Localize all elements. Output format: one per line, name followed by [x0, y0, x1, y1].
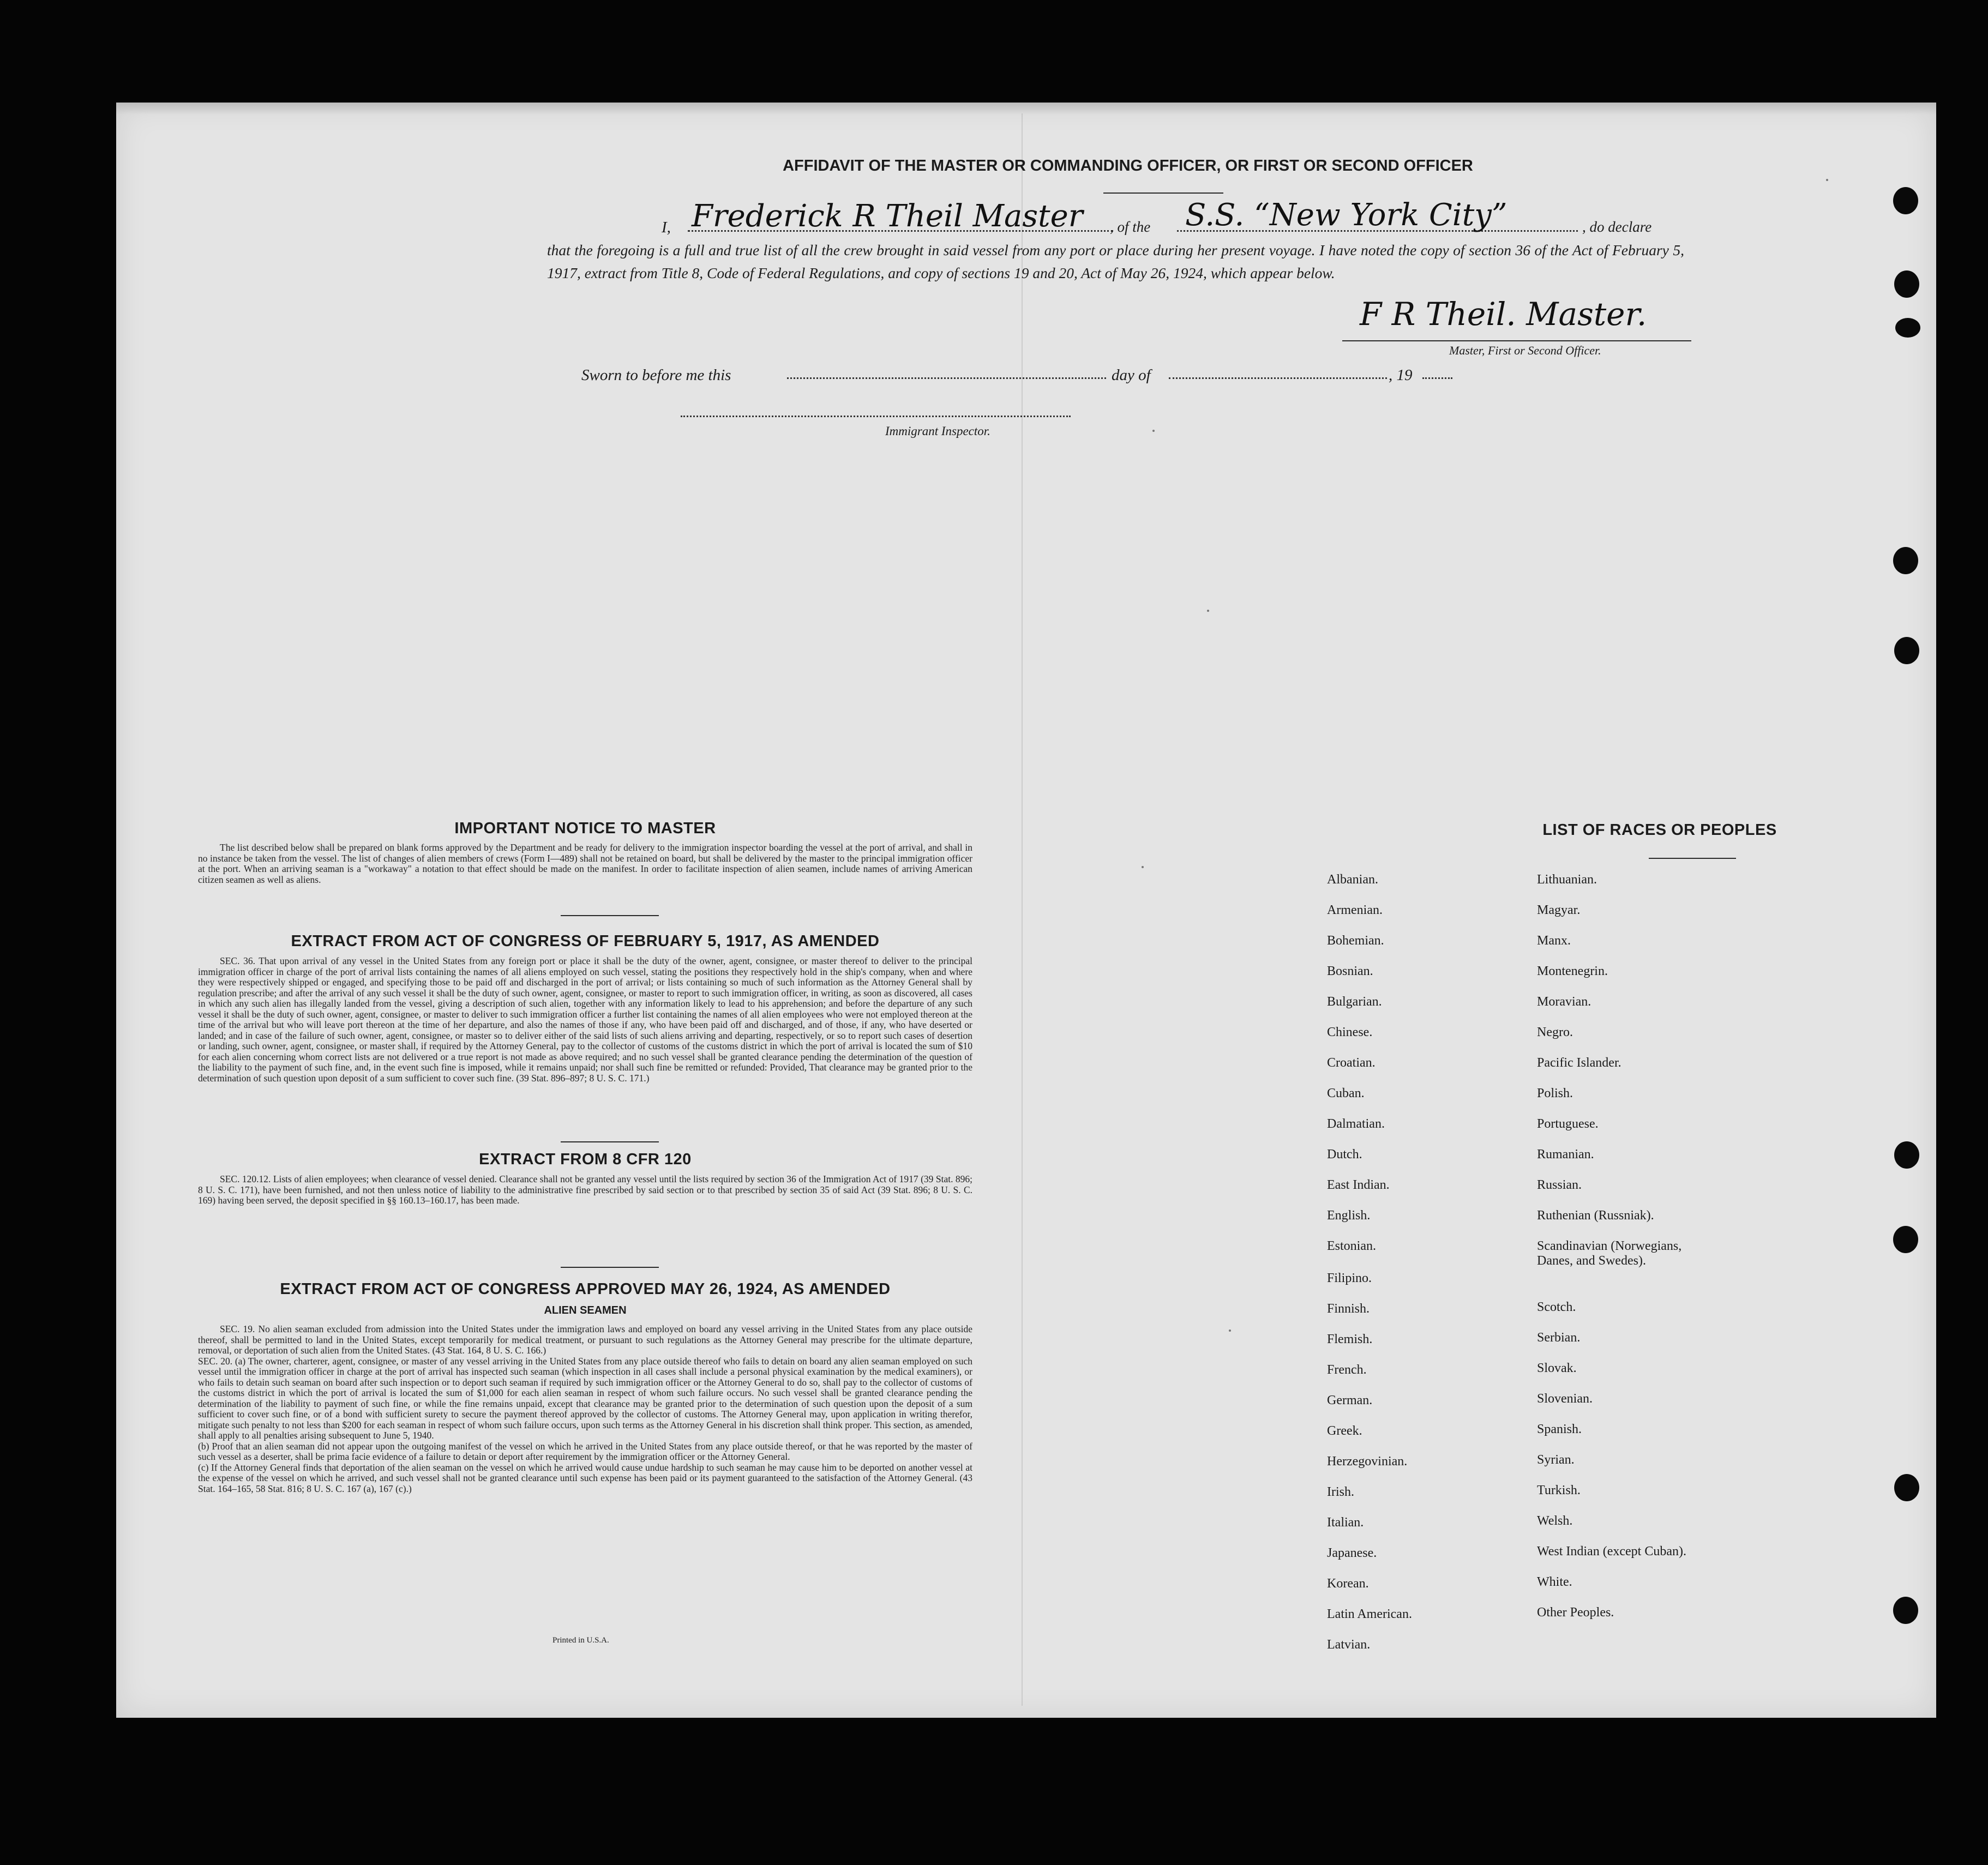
race-item: Polish. — [1537, 1086, 1573, 1100]
race-item: Syrian. — [1537, 1453, 1575, 1467]
sworn-month-blank — [1169, 364, 1387, 379]
extract-1917-title: EXTRACT FROM ACT OF CONGRESS OF FEBRUARY 5, 1917, AS AMENDED — [291, 932, 880, 950]
race-item: Portuguese. — [1537, 1117, 1599, 1131]
race-item: Welsh. — [1537, 1514, 1573, 1528]
notice-title: IMPORTANT NOTICE TO MASTER — [454, 820, 716, 837]
master-name-handwriting: Frederick R Theil Master — [692, 198, 1083, 234]
race-item: Serbian. — [1537, 1331, 1581, 1345]
race-item: Bulgarian. — [1327, 995, 1382, 1009]
race-item: Japanese. — [1327, 1546, 1377, 1561]
race-item: Korean. — [1327, 1577, 1369, 1591]
race-item: Latin American. — [1327, 1607, 1412, 1622]
race-item: Bohemian. — [1327, 934, 1384, 948]
race-item: Latvian. — [1327, 1638, 1371, 1652]
officer-signature: F R Theil. Master. — [1360, 296, 1647, 333]
race-item: Herzegovinian. — [1327, 1454, 1408, 1469]
affidavit-i: I, — [662, 219, 671, 236]
extract-1924-text: SEC. 19. No alien seaman excluded from admission into the United States under the immigration laws and employed on board any vessel arriving in the United States from any place outside thereof, shall be permitted to land in the United States, except temporarily for medical treatment, or pursuant to such regulations as the Attorney General may prescribe for the ultimate departure, removal, or deportation of such alien from the United States. (43 Stat. 164, 8 U. S. C. 166.) SEC. 20. (a) The owner, charterer, agent, consignee, or master of any vessel arriving in the United States from any place outside thereof who fails to detain on board any alien seaman employed on such vessel until the immigration officer in charge at the port of arrival has inspected such seaman (which inspection in all cases shall include a personal physical examination by the medical examiners), or who fails to detain such seaman on board after such inspection or to deport such seaman if required by such immigration officer or the Attorney General to do so, shall pay to the collector of customs of the customs district in which the port of arrival is located the sum of $1,000 for each alien seaman in respect of whom such failure occurs. No such vessel shall be granted clearance pending the determination of the liability to payment of such fine, or while the fine remains unpaid, except that clearance may be granted prior to the determination of such question upon the deposit of a sum sufficient to cover such fine, or of a bond with sufficient surety to secure the payment thereof approved by the collector of customs. The Attorney General may, upon application in writing therefor, mitigate such penalty to not less than $200 for each seaman in respect of whom such failure occurs, upon such terms as the Attorney General in his discretion shall think proper. This section, as amended, shall apply to all penalties arising subsequent to June 5, 1940. (b) Proof that an alien seaman did not appear upon the outgoing manifest of the vessel on which he arrived in the United States from any place outside thereof, or that he was reported by the master of such vessel as a deserter, shall be prima facie evidence of a failure to detain or deport after requirement by the immigration officer or the Attorney General. (c) If the Attorney General finds that deportation of the alien seaman on the vessel on which he arrived would cause undue hardship to such seaman he may cause him to be deported on another vessel at the expense of the vessel on which he arrived, and such vessel shall not be granted clearance until such expense has been paid or its payment guaranteed to the satisfaction of the Attorney General. (43 Stat. 164–165, 58 Stat. 816; 8 U. S. C. 167 (a), 167 (c).) — [198, 1323, 972, 1494]
punch-hole — [1894, 270, 1919, 298]
race-item: Ruthenian (Russniak). — [1537, 1208, 1654, 1223]
race-item: Albanian. — [1327, 873, 1378, 887]
race-item: Irish. — [1327, 1485, 1354, 1500]
punch-hole — [1893, 1226, 1918, 1253]
race-item: French. — [1327, 1363, 1367, 1377]
race-item: Filipino. — [1327, 1271, 1372, 1286]
extract-cfr-text: SEC. 120.12. Lists of alien employees; when clearance of vessel denied. Clearance shall not be granted any vessel until the lists required by section 36 of the Immigration Act of 1917 (39 Stat. 896; 8 U. S. C. 171), have been furnished, and not then unless notice of liability to the administrative fine prescribed by said section or to that prescribed by section 35 of said Act (39 Stat. 896; 8 U. S. C. 169) having been served, the deposit specified in §§ 160.13–160.17, has been made. — [198, 1174, 972, 1206]
race-item: Other Peoples. — [1537, 1605, 1614, 1620]
extract-cfr-title: EXTRACT FROM 8 CFR 120 — [479, 1151, 692, 1168]
race-item: Lithuanian. — [1537, 873, 1597, 887]
printed-in-usa: Printed in U.S.A. — [552, 1636, 609, 1645]
race-item: Slovenian. — [1537, 1392, 1593, 1406]
races-title-rule — [1649, 858, 1736, 859]
punch-hole — [1893, 547, 1918, 574]
race-item: Bosnian. — [1327, 964, 1373, 978]
race-item: Magyar. — [1537, 903, 1581, 917]
race-item: Scandinavian (Norwegians, Danes, and Swedes). — [1537, 1239, 1682, 1268]
page-shadow — [116, 103, 1936, 115]
punch-hole — [1894, 637, 1919, 664]
vessel-name-handwriting: S.S. “New York City” — [1185, 197, 1507, 233]
punch-hole — [1895, 318, 1920, 338]
race-item: East Indian. — [1327, 1178, 1390, 1192]
race-item: Estonian. — [1327, 1239, 1376, 1253]
race-item: Dutch. — [1327, 1147, 1362, 1162]
race-item: Croatian. — [1327, 1056, 1376, 1070]
dust-speck — [1142, 866, 1144, 868]
race-item: German. — [1327, 1393, 1373, 1408]
dust-speck — [1152, 430, 1155, 432]
race-item: Scotch. — [1537, 1300, 1576, 1314]
notice-text: The list described below shall be prepared on blank forms approved by the Department and be ready for delivery to the immigration inspector boarding the vessel at the port of arrival, and shall in no instance be taken from the vessel. The list of changes of alien members of crews (Form I—489) shall not be retained on board, but shall be delivered by the master to the principal immigration officer at the port. When an arriving seaman is a "workaway" a notation to that effect should be made on the manifest. In order to facilitate inspection of alien seamen, include names of arriving American citizen seamen as well as aliens. — [198, 842, 972, 885]
race-item: Spanish. — [1537, 1422, 1582, 1436]
race-item: Moravian. — [1537, 995, 1591, 1009]
punch-hole — [1894, 1141, 1919, 1169]
extract-cfr-divider — [561, 1267, 659, 1268]
dust-speck — [1229, 1329, 1231, 1332]
race-item: Chinese. — [1327, 1025, 1373, 1039]
race-item: White. — [1537, 1575, 1572, 1589]
race-item: Greek. — [1327, 1424, 1362, 1439]
punch-hole — [1893, 1597, 1918, 1624]
affidavit-body: that the foregoing is a full and true list of all the crew brought in said vessel from any port or place during her present voyage. I have noted the copy of section 36 of the Act of February 5, 1917, extract from Title 8, Code of Federal Regulations, and copy of sections 19 and 20, Act of May 26, 1924, which appear below. — [547, 242, 1684, 281]
races-title: LIST OF RACES OR PEOPLES — [1542, 821, 1777, 839]
race-item: Slovak. — [1537, 1361, 1577, 1375]
document-sheet — [116, 103, 1936, 1718]
inspector-caption: Immigrant Inspector. — [885, 424, 990, 438]
dust-speck — [1826, 179, 1828, 181]
affidavit-title: AFFIDAVIT OF THE MASTER OR COMMANDING OFFICER, OR FIRST OR SECOND OFFICER — [783, 157, 1473, 175]
notice-divider — [561, 915, 659, 916]
race-item: Finnish. — [1327, 1302, 1370, 1316]
extract-1924-subtitle: ALIEN SEAMEN — [544, 1304, 627, 1316]
dust-speck — [1207, 610, 1209, 612]
race-item: Italian. — [1327, 1515, 1364, 1530]
race-item: Turkish. — [1537, 1483, 1581, 1497]
sworn-year-blank — [1422, 364, 1452, 379]
sworn-prefix: Sworn to before me this — [581, 366, 731, 384]
race-item: Cuban. — [1327, 1086, 1365, 1100]
punch-hole — [1893, 187, 1918, 214]
race-item: Armenian. — [1327, 903, 1383, 917]
race-item: Rumanian. — [1537, 1147, 1594, 1162]
signature-caption: Master, First or Second Officer. — [1449, 344, 1601, 357]
race-item: Russian. — [1537, 1178, 1582, 1192]
affidavit-do-declare: , do declare — [1582, 219, 1652, 235]
signature-line — [1342, 340, 1691, 341]
race-item: Pacific Islander. — [1537, 1056, 1621, 1070]
extract-1917-text: SEC. 36. That upon arrival of any vessel in the United States from any foreign port or place it shall be the duty of the owner, agent, consignee, or master thereof to deliver to the principal immigration officer in charge of the port of arrival lists containing the names of all aliens employed on such vessel, stating the positions they respectively hold in the ship's company, when and where they were respectively shipped or engaged, and specifying those to be paid off and discharged in the port of arrival; or lists containing so much of such information as the Attorney General shall by regulation prescribe; and after the arrival of any such vessel it shall be the duty of such owner, agent, consignee, or master to report to such immigration officer, in writing, as soon as discovered, all cases in which any such alien has illegally landed from the vessel, giving a description of such alien, together with any information likely to lead to his apprehension; and before the departure of any such vessel it shall be the duty of such owner, agent, consignee, or master to deliver to such immigration officer a further list containing the names of all alien employees who were not employed thereon at the time of the arrival but who will leave port thereon at the time of her departure, and also the names of those if any, who have been paid off and discharged, and of those, if any, who have deserted or landed; and in case of the failure of such owner, agent, consignee, or master so to deliver either of the said lists of such aliens arriving and departing, respectively, or so to report such cases of desertion or landing, such owner, agent, consignee, or master shall, if required by the Attorney General, pay to the collector of customs of the customs district in which the port of arrival is located the sum of $10 for each alien concerning whom correct lists are not delivered or a true report is not made as above required; and no such vessel shall be granted clearance pending the determination of the question of the liability to the payment of such fine, and, in the event such fine is imposed, while it remains unpaid; nor shall such fine be remitted or refunded: Provided, That clearance may be granted prior to the determination of such question upon deposit of a sum sufficient to cover such fine. (39 Stat. 896–897; 8 U. S. C. 171.) — [198, 955, 972, 1084]
extract-1917-divider — [561, 1141, 659, 1142]
extract-1924-title: EXTRACT FROM ACT OF CONGRESS APPROVED MAY 26, 1924, AS AMENDED — [280, 1280, 891, 1298]
race-item: Manx. — [1537, 934, 1571, 948]
race-item: Montenegrin. — [1537, 964, 1608, 978]
affidavit-title-rule — [1103, 192, 1223, 194]
race-item: West Indian (except Cuban). — [1537, 1544, 1686, 1559]
race-item: Flemish. — [1327, 1332, 1373, 1347]
sworn-day-blank — [787, 364, 1106, 379]
sworn-day-of: day of — [1112, 366, 1151, 384]
sworn-year-prefix: , 19 — [1389, 366, 1413, 384]
punch-hole — [1894, 1474, 1919, 1501]
page-fold — [1022, 113, 1023, 1706]
affidavit-of-the: , of the — [1110, 219, 1151, 235]
race-item: Negro. — [1537, 1025, 1573, 1039]
race-item: Dalmatian. — [1327, 1117, 1385, 1131]
inspector-signature-blank — [681, 402, 1071, 417]
race-item: English. — [1327, 1208, 1371, 1223]
